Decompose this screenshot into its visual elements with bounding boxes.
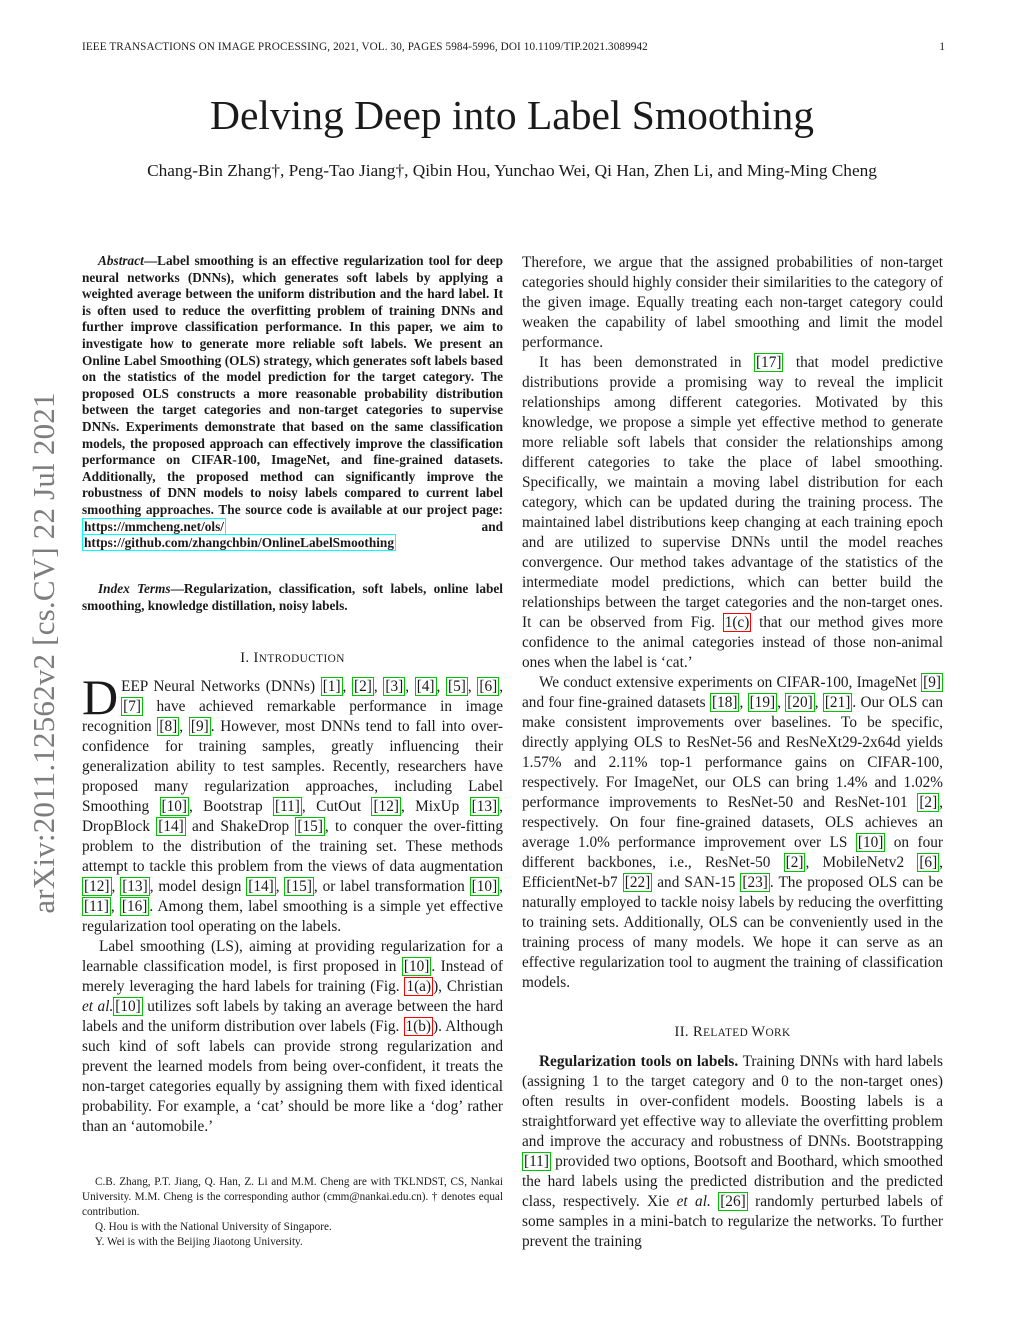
- citation-link[interactable]: [13]: [122, 878, 148, 895]
- text-run: on four different backbones, i.e., ResNet-50: [522, 834, 943, 871]
- text-run: ,: [739, 694, 748, 711]
- text-run: , Bootstrap: [189, 798, 273, 815]
- citation-link[interactable]: [6]: [919, 854, 938, 871]
- citation-link[interactable]: [11]: [524, 1153, 549, 1170]
- citation-link[interactable]: [2]: [785, 854, 804, 871]
- paper-title: Delving Deep into Label Smoothing: [210, 92, 814, 138]
- citation-link[interactable]: [2]: [354, 678, 372, 695]
- citation-link[interactable]: [9]: [923, 674, 941, 691]
- citation-link[interactable]: [7]: [123, 698, 141, 715]
- citation-link[interactable]: [1]: [322, 678, 341, 695]
- citation-link[interactable]: [3]: [385, 678, 404, 695]
- citation-link[interactable]: [4]: [416, 678, 435, 695]
- citation-link[interactable]: [15]: [286, 878, 312, 895]
- text-run: Training DNNs with hard labels (assigning 1 to the target category and 0 to the non-target ones) often results in over-confident models. Boosting labels is a straightforward yet effective way to alleviate the overfitting problem and improve the accuracy and robustness of DNNs. Bootstrapping: [522, 1053, 943, 1150]
- abstract-label: Abstract: [98, 253, 144, 268]
- text-run: that our method gives more confidence to the animal categories instead of those non-animal ones when the label is ‘cat.’: [522, 614, 943, 671]
- text-run: utilizes soft labels by taking an average between the hard labels and the uniform distribution over labels (Fig.: [82, 998, 503, 1035]
- text-run: and four fine-grained datasets: [522, 694, 710, 711]
- citation-link[interactable]: [5]: [448, 678, 466, 695]
- et-al: et al.: [676, 1193, 711, 1210]
- citation-link[interactable]: [19]: [749, 694, 776, 711]
- text-run: randomly perturbed labels of some samples in a mini-batch to regularize the networks. To further prevent the training: [522, 1193, 943, 1250]
- text-run: ,: [499, 878, 503, 895]
- text-run: ,: [777, 694, 786, 711]
- text-run: . Instead of merely leveraging the hard labels for training (Fig.: [82, 958, 503, 995]
- text-run: ,: [405, 678, 415, 695]
- citation-link[interactable]: [8]: [159, 718, 178, 735]
- text-run: It has been demonstrated in: [539, 354, 754, 371]
- citation-link[interactable]: [14]: [248, 878, 274, 895]
- text-run: ), Christian: [433, 978, 503, 995]
- citation-link[interactable]: [12]: [373, 798, 399, 815]
- citation-link[interactable]: [14]: [158, 818, 184, 835]
- text-run: , EfficientNet-b7: [522, 854, 943, 891]
- text-run: , respectively. On four fine-grained datasets, OLS achieves an average 1.0% performance improvement over LS: [522, 794, 943, 851]
- section-heading-related-work: II. RELATED WORK: [674, 1024, 791, 1040]
- et-al: et al.: [82, 998, 114, 1015]
- related-lead: Regularization tools on labels.: [539, 1053, 739, 1070]
- citation-link[interactable]: [6]: [479, 678, 498, 695]
- citation-link[interactable]: [9]: [190, 718, 209, 735]
- text-run: and ShakeDrop: [185, 818, 296, 835]
- citation-link[interactable]: [2]: [919, 794, 938, 811]
- citation-link[interactable]: [12]: [84, 878, 110, 895]
- citation-link[interactable]: [10]: [471, 878, 498, 895]
- figure-ref-link[interactable]: 1(c): [724, 614, 750, 631]
- figure-ref-link[interactable]: 1(b): [405, 1018, 431, 1035]
- footnote-1: C.B. Zhang, P.T. Jiang, Q. Han, Z. Li and M.M. Cheng are with TKLNDST, CS, Nankai University. M.M. Cheng is the corresponding author (cmm@nankai.edu.cn). † denotes equal contribution.: [82, 1176, 503, 1218]
- text-run: , CutOut: [301, 798, 372, 815]
- text-run: . Among them, label smoothing is a simple yet effective regularization tool operating on the labels.: [82, 898, 503, 935]
- text-run: have achieved remarkable performance in image recognition: [82, 698, 503, 735]
- page-number: 1: [939, 41, 945, 53]
- citation-link[interactable]: [15]: [297, 818, 323, 835]
- citation-link[interactable]: [21]: [824, 694, 851, 711]
- text-run: ,: [373, 678, 384, 695]
- text-run: . The proposed OLS can be naturally employed to tackle noisy labels by reducing the overfitting to training sets. Additionally, OLS can be conveniently used in the training process of many models. We hope it can serve as an effective regularization tool to augment the training of classification models.: [522, 874, 943, 991]
- section-heading-introduction: I. INTRODUCTION: [240, 650, 345, 666]
- citation-link[interactable]: [23]: [742, 874, 768, 891]
- citation-link[interactable]: [16]: [121, 898, 148, 915]
- text-run: , to conquer the over-fitting problem to the distribution of the training set. These methods attempt to tackle this problem from the views of data augmentation: [82, 818, 503, 875]
- intro-paragraph-1: [82, 669, 504, 937]
- related-work-body: [522, 1052, 943, 1252]
- text-run: ,: [342, 678, 353, 695]
- text-run: EEP Neural Networks (DNNs): [121, 678, 321, 695]
- text-run: ,: [275, 878, 285, 895]
- text-run: . However, most DNNs tend to fall into over-confidence for training samples, greatly influencing their generalization ability to test samples. Recently, researchers have proposed many regularization approaches, including Label Smoothing: [82, 718, 503, 815]
- citation-link[interactable]: [11]: [84, 898, 109, 915]
- right-paragraph-3: [522, 673, 943, 993]
- github-link[interactable]: https://github.com/zhangchbin/OnlineLabelSmoothing: [84, 535, 394, 551]
- text-run: ,: [499, 678, 504, 695]
- running-header: IEEE TRANSACTIONS ON IMAGE PROCESSING, 2021, VOL. 30, PAGES 5984-5996, DOI 10.1109/TIP.2021.3089942: [82, 41, 648, 53]
- text-run: ,: [111, 878, 121, 895]
- citation-link[interactable]: [26]: [720, 1193, 746, 1210]
- text-run: and SAN-15: [652, 874, 741, 891]
- citation-link[interactable]: [10]: [403, 958, 430, 975]
- citation-link[interactable]: [22]: [624, 874, 651, 891]
- footnote-3: Y. Wei is with the Beijing Jiaotong University.: [95, 1236, 303, 1248]
- arxiv-identifier: arXiv:2011.12562v2 [cs.CV] 22 Jul 2021: [26, 392, 61, 914]
- abstract: [82, 253, 503, 552]
- text-run: ). Although such kind of soft labels can provide strong regularization and prevent the learned models from being over-confident, it treats the non-target categories equally by assigning them with fixed identical probability. For example, a ‘cat’ should be more like a ‘dog’ rather than an ‘automobile.’: [82, 1018, 503, 1135]
- citation-link[interactable]: [20]: [787, 694, 813, 711]
- text-run: ,: [179, 718, 189, 735]
- text-run: Label smoothing (LS), aiming at providing regularization for a learnable classification model, is first proposed in: [82, 938, 503, 975]
- text-run: ,: [814, 694, 823, 711]
- author-affiliation-footnote: [82, 1175, 503, 1250]
- text-run: , MixUp: [400, 798, 470, 815]
- text-run: ,: [110, 898, 120, 915]
- text-run: We conduct extensive experiments on CIFAR-100, ImageNet: [539, 674, 922, 691]
- text-run: , model design: [149, 878, 247, 895]
- text-run: ,: [467, 678, 478, 695]
- citation-link[interactable]: [11]: [274, 798, 300, 815]
- text-run: . Our OLS can make consistent improvements over baselines. To be specific, directly applying OLS to ResNet-56 and ResNeXt29-2x64d yields 1.57% and 2.11% top-1 performance gains on CIFAR-100, respectively. For ImageNet, our OLS can bring 1.4% and 1.02% performance improvements to ResNet-50 and ResNet-101: [522, 694, 943, 811]
- right-column-body: [522, 253, 943, 993]
- index-terms: [82, 581, 503, 614]
- text-run: ,: [436, 678, 447, 695]
- footnote-2: Q. Hou is with the National University of Singapore.: [95, 1221, 332, 1233]
- citation-link[interactable]: [10]: [857, 834, 884, 851]
- text-run: , or label transformation: [313, 878, 470, 895]
- author-list: Chang-Bin Zhang†, Peng-Tao Jiang†, Qibin Hou, Yunchao Wei, Qi Han, Zhen Li, and Ming-Ming Cheng: [147, 161, 877, 180]
- figure-ref-link[interactable]: 1(a): [406, 978, 432, 995]
- right-paragraph-1: Therefore, we argue that the assigned probabilities of non-target categories should highly consider their similarities to the category of the given image. Equally treating each non-target category could weaken the capability of label smoothing and limit the model performance.: [522, 254, 943, 351]
- project-page-link[interactable]: https://mmcheng.net/ols/: [84, 518, 224, 534]
- index-terms-label: Index Terms: [98, 581, 171, 596]
- citation-link[interactable]: [10]: [161, 798, 187, 815]
- abstract-and: and: [226, 518, 503, 534]
- index-terms-text: —Regularization, classification, soft labels, online label smoothing, knowledge distillation, noisy labels.: [82, 581, 503, 613]
- citation-link[interactable]: [13]: [471, 798, 498, 815]
- right-paragraph-2: [522, 353, 943, 673]
- text-run: provided two options, Bootsoft and Boothard, which smoothed the hard labels using the predicted distribution and the predicted class, respectively. Xie: [522, 1153, 943, 1210]
- citation-link[interactable]: [17]: [755, 354, 782, 371]
- text-run: , MobileNetv2: [805, 854, 918, 871]
- related-paragraph-1: [522, 1052, 943, 1252]
- intro-paragraph-2: [82, 937, 503, 1137]
- text-run: , DropBlock: [82, 798, 503, 835]
- drop-cap: D: [82, 669, 119, 725]
- abstract-text: —Label smoothing is an effective regularization tool for deep neural networks (DNNs), which generates soft labels by applying a weighted average between the uniform distribution and the hard label. It is often used to reduce the overfitting problem of training DNNs and further improve classification performance. In this paper, we aim to investigate how to generate more reliable soft labels. We present an Online Label Smoothing (OLS) strategy, which generates soft labels based on the statistics of the model prediction for the target category. The proposed OLS constructs a more reasonable probability distribution between the target categories and non-target categories to supervise DNNs. Experiments demonstrate that based on the same classification models, the proposed approach can effectively improve the classification performance on CIFAR-100, ImageNet, and fine-grained datasets. Additionally, the proposed method can significantly improve the robustness of DNN models to noisy labels compared to current label smoothing approaches. The source code is available at our project page:: [82, 253, 503, 517]
- introduction-body: [82, 669, 504, 1137]
- citation-link[interactable]: [18]: [711, 694, 738, 711]
- citation-link[interactable]: [10]: [115, 998, 141, 1015]
- text-run: that model predictive distributions provide a promising way to reveal the implicit relationships among different categories. Motivated by this knowledge, we propose a simple yet effective method to generate more reliable soft labels that consider the relationships among different categories to take the place of label smoothing. Specifically, we maintain a moving label distribution for each category, which can be updated during the training process. The maintained label distributions keep changing at each training epoch and are utilized to supervise DNNs until the model reaches convergence. Our method takes advantage of the statistics of the intermediate model predictions, which can better build the relationships between the target categories and the non-target ones. It can be observed from Fig.: [522, 354, 943, 631]
